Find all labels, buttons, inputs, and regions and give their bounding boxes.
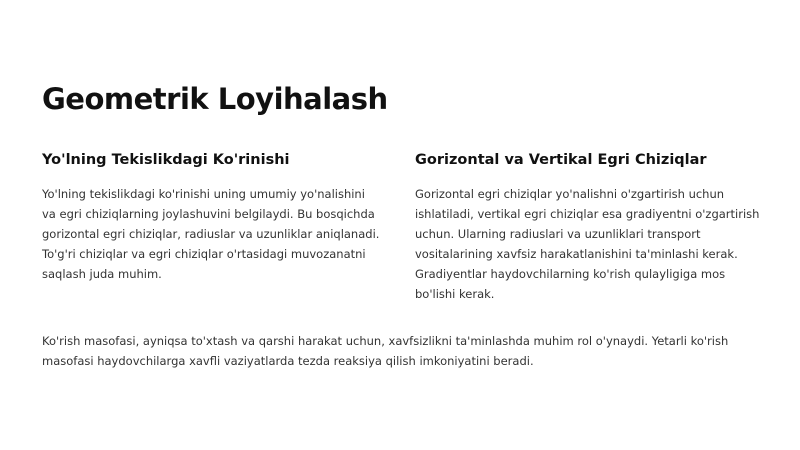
right-section-heading: Gorizontal va Vertikal Egri Chiziqlar	[415, 152, 707, 168]
left-section-body: Yo'lning tekislikdagi ko'rinishi uning umumiy yo'nalishini va egri chiziqlarning joylashuvini belgilaydi. Bu bosqichda gorizontal egri chiziqlar, radiuslar va uzunliklar aniqlanadi. To'g'ri chiziqlar va egri chiziqlar o'rtasidagi muvozanatni saqlash juda muhim.	[42, 187, 380, 281]
slide-title: Geometrik Loyihalash	[42, 82, 388, 116]
footer-paragraph: Ko'rish masofasi, ayniqsa to'xtash va qarshi harakat uchun, xavfsizlikni ta'minlashda muhim rol o'ynaydi. Yetarli ko'rish masofasi haydovchilarga xavfli vaziyatlarda tezda reaksiya qilish imkoniyatini beradi.	[42, 334, 729, 368]
left-section-heading: Yo'lning Tekislikdagi Ko'rinishi	[42, 152, 290, 168]
right-section	[415, 152, 760, 304]
right-section-body: Gorizontal egri chiziqlar yo'nalishni o'zgartirish uchun ishlatiladi, vertikal egri chiziqlar esa gradiyentni o'zgartirish uchun. Ularning radiuslari va uzunliklari transport vositalarining xavfsiz harakatlanishini ta'minlashi kerak. Gradiyentlar haydovchilarning ko'rish qulayligiga mos bo'lishi kerak.	[415, 187, 760, 301]
left-section	[42, 152, 382, 284]
